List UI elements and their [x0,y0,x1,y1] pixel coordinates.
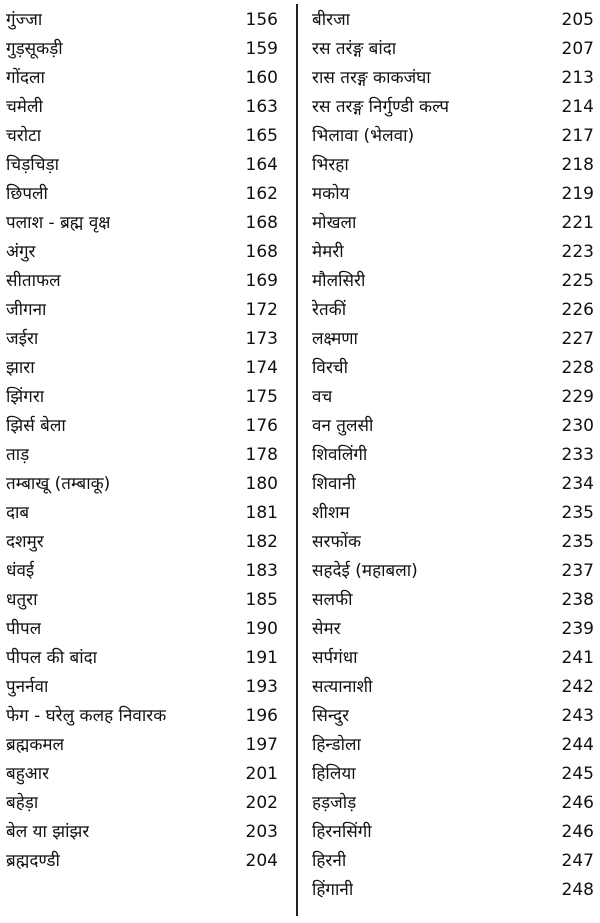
index-entry [6,209,278,238]
index-term: चरोटा [6,126,42,146]
index-entry [6,586,278,615]
index-entry [6,615,278,644]
index-term: सलफी [312,590,353,610]
index-entry [6,354,278,383]
index-term: सिन्दुर [312,706,350,726]
index-term: शीशम [312,503,350,523]
index-entry [6,64,278,93]
index-term: रस तरंङ्ग बांदा [312,39,397,59]
index-term: पुनर्नवा [6,677,49,697]
index-term: हिरनसिंगी [312,822,372,842]
index-entry [6,122,278,151]
index-page-number: 226 [561,300,594,320]
index-page-number: 159 [245,39,278,59]
index-entry [6,760,278,789]
index-term: हिरनी [312,851,347,871]
index-entry [6,238,278,267]
index-entry [312,6,594,35]
index-page-number: 156 [245,10,278,30]
index-page-number: 247 [561,851,594,871]
index-term: गोंदला [6,68,45,88]
index-page-number: 246 [561,793,594,813]
index-entry [312,325,594,354]
index-entry [312,528,594,557]
index-entry [312,673,594,702]
index-page-number: 174 [245,358,278,378]
index-entry [312,267,594,296]
index-page-number: 227 [561,329,594,349]
index-term: बेल या झांझर [6,822,90,842]
index-term: शिवानी [312,474,356,494]
index-term: पीपल [6,619,42,639]
index-page-number: 163 [245,97,278,117]
index-entry [312,354,594,383]
index-term: रेतकीं [312,300,347,320]
index-entry [6,702,278,731]
index-page-number: 221 [561,213,594,233]
index-column-left [6,6,278,876]
index-term: मेमरी [312,242,344,262]
index-page-number: 190 [245,619,278,639]
index-entry [6,412,278,441]
index-entry [6,325,278,354]
index-entry [312,876,594,905]
index-term: सर्पगंधा [312,648,358,668]
index-entry [312,412,594,441]
index-term: सत्यानाशी [312,677,373,697]
index-page-number: 229 [561,387,594,407]
index-term: वन तुलसी [312,416,374,436]
index-entry [312,586,594,615]
index-term: सेमर [312,619,341,639]
index-page-number: 172 [245,300,278,320]
index-entry [6,441,278,470]
index-page-number: 160 [245,68,278,88]
index-term: ताड़ [6,445,30,465]
index-page-number: 245 [561,764,594,784]
index-entry [6,789,278,818]
index-term: हड़जोड़ [312,793,357,813]
index-page-number: 175 [245,387,278,407]
index-page-number: 243 [561,706,594,726]
index-page-number: 169 [245,271,278,291]
index-page-number: 202 [245,793,278,813]
index-entry [312,557,594,586]
index-term: छिपली [6,184,48,204]
index-page-number: 182 [245,532,278,552]
index-entry [6,557,278,586]
index-entry [6,35,278,64]
index-page-number: 197 [245,735,278,755]
index-page-number: 238 [561,590,594,610]
index-page-number: 180 [245,474,278,494]
index-entry [312,818,594,847]
index-entry [312,151,594,180]
index-entry [6,673,278,702]
index-term: पलाश - ब्रह्म वृक्ष [6,213,111,233]
index-page-number: 237 [561,561,594,581]
index-term: रास तरङ्ग काकजंघा [312,68,431,88]
index-column-right [312,6,594,905]
index-term: जईरा [6,329,39,349]
index-term: हिंगानी [312,880,354,900]
index-term: शिवलिंगी [312,445,368,465]
index-term: चमेली [6,97,43,117]
index-entry [6,528,278,557]
index-page-number: 239 [561,619,594,639]
index-term: झिंगरा [6,387,45,407]
index-term: बहुआर [6,764,50,784]
index-page-number: 201 [245,764,278,784]
index-page-number: 181 [245,503,278,523]
index-page-number: 204 [245,851,278,871]
index-page-number: 217 [561,126,594,146]
index-entry [312,441,594,470]
index-term: धतुरा [6,590,38,610]
index-entry [312,615,594,644]
index-term: गुड़सूकड़ी [6,39,63,59]
index-page-number: 165 [245,126,278,146]
index-term: गुंज्जा [6,10,43,30]
index-term: बीरजा [312,10,351,30]
index-page-number: 218 [561,155,594,175]
index-entry [6,151,278,180]
index-term: भिलावा (भेलवा) [312,126,415,146]
index-page-number: 178 [245,445,278,465]
index-page-number: 246 [561,822,594,842]
index-page-number: 223 [561,242,594,262]
index-term: मोखला [312,213,357,233]
index-entry [312,789,594,818]
index-entry [6,6,278,35]
index-term: रस तरङ्ग निर्गुण्डी कल्प [312,97,450,117]
index-page-number: 235 [561,503,594,523]
index-entry [6,818,278,847]
index-entry [312,760,594,789]
index-page-number: 228 [561,358,594,378]
index-entry [312,847,594,876]
index-entry [312,383,594,412]
index-entry [6,470,278,499]
index-page-number: 162 [245,184,278,204]
index-page-number: 244 [561,735,594,755]
index-term: धंवई [6,561,35,581]
index-entry [6,267,278,296]
index-term: तम्बाखू (तम्बाकू) [6,474,111,494]
index-page-number: 219 [561,184,594,204]
index-page-number: 193 [245,677,278,697]
index-entry [312,296,594,325]
index-entry [312,209,594,238]
index-entry [6,644,278,673]
index-term: मकोय [312,184,350,204]
index-page-number: 173 [245,329,278,349]
index-entry [6,847,278,876]
index-entry [6,180,278,209]
index-term: सहदेई (महाबला) [312,561,418,581]
index-entry [6,296,278,325]
index-term: विरची [312,358,349,378]
index-term: सरफोंक [312,532,362,552]
index-entry [312,93,594,122]
index-entry [312,122,594,151]
index-term: हिलिया [312,764,356,784]
index-page-number: 207 [561,39,594,59]
index-entry [312,644,594,673]
index-term: वच [312,387,333,407]
index-page-number: 205 [561,10,594,30]
index-page-number: 213 [561,68,594,88]
index-term: लक्ष्मणा [312,329,358,349]
index-page-number: 248 [561,880,594,900]
index-term: ब्रह्मदण्डी [6,851,60,871]
index-term: दाब [6,503,30,523]
index-term: चिड़चिड़ा [6,155,59,175]
index-entry [6,499,278,528]
index-page-number: 234 [561,474,594,494]
index-page-number: 233 [561,445,594,465]
index-term: जीगना [6,300,47,320]
index-page-number: 176 [245,416,278,436]
index-page-number: 191 [245,648,278,668]
index-page-number: 168 [245,213,278,233]
index-term: पीपल की बांदा [6,648,98,668]
index-term: भिरहा [312,155,349,175]
index-page-number: 203 [245,822,278,842]
index-term: झारा [6,358,35,378]
index-term: ब्रह्मकमल [6,735,65,755]
index-entry [6,383,278,412]
index-term: फेग - घरेलु कलह निवारक [6,706,167,726]
index-page-number: 241 [561,648,594,668]
index-entry [6,731,278,760]
index-page-number: 242 [561,677,594,697]
index-entry [312,731,594,760]
column-divider [296,4,298,916]
index-entry [312,64,594,93]
index-entry [312,702,594,731]
index-entry [312,499,594,528]
index-term: सीताफल [6,271,61,291]
index-page-number: 214 [561,97,594,117]
index-term: हिन्डोला [312,735,361,755]
index-page-number: 185 [245,590,278,610]
index-entry [312,180,594,209]
index-term: मौलसिरी [312,271,366,291]
index-entry [312,470,594,499]
index-term: बहेड़ा [6,793,39,813]
index-term: अंगुर [6,242,36,262]
index-page-number: 230 [561,416,594,436]
index-page-number: 164 [245,155,278,175]
index-page-number: 196 [245,706,278,726]
index-page-number: 183 [245,561,278,581]
index-page-number: 168 [245,242,278,262]
index-page-number: 235 [561,532,594,552]
index-entry [312,35,594,64]
index-term: दशमुर [6,532,44,552]
index-page-number: 225 [561,271,594,291]
index-entry [312,238,594,267]
index-entry [6,93,278,122]
index-term: झिर्स बेला [6,416,66,436]
